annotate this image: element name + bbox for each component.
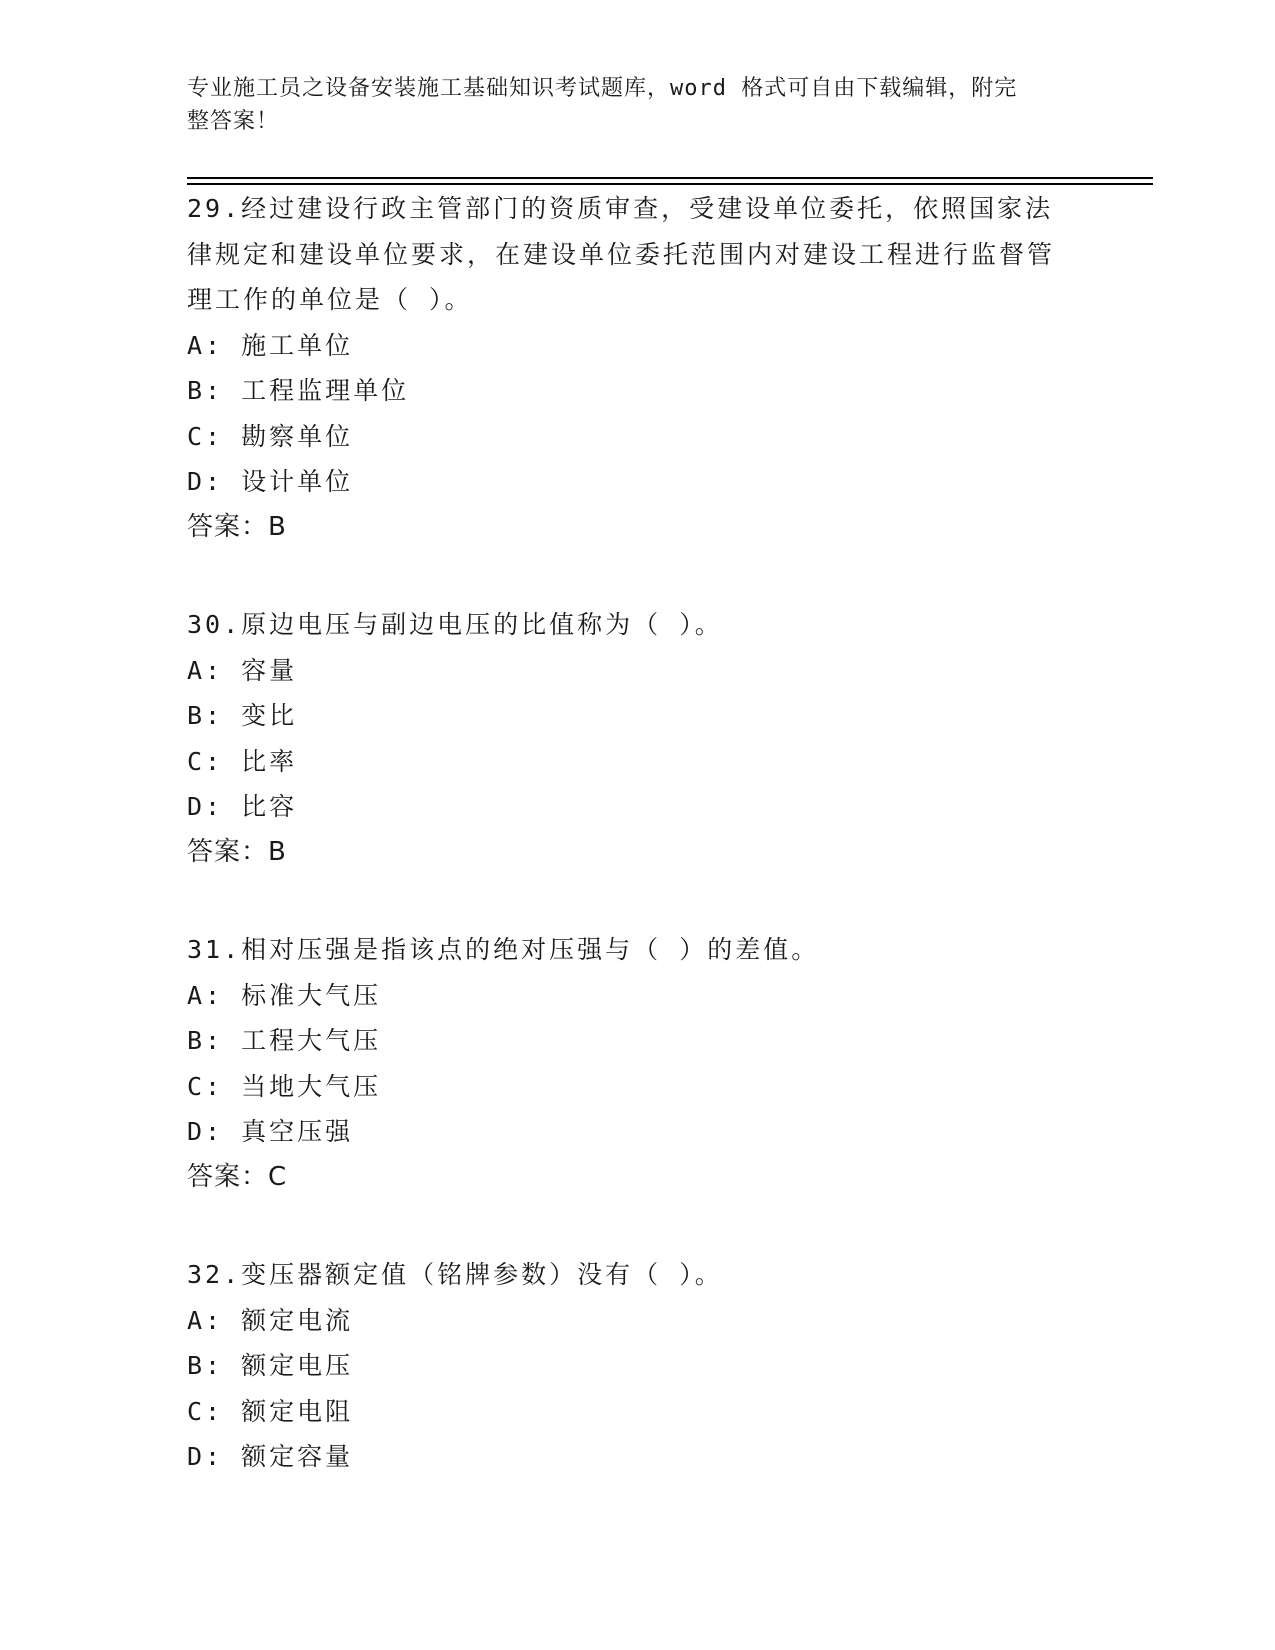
header-divider-bottom bbox=[187, 183, 1153, 185]
option-a: A: 容量 bbox=[187, 655, 298, 685]
option-a: A: 额定电流 bbox=[187, 1305, 354, 1335]
option-c: C: 勘察单位 bbox=[187, 421, 354, 451]
question-32 bbox=[187, 1252, 1087, 1480]
header-divider-top bbox=[187, 177, 1153, 179]
option-d: D: 额定容量 bbox=[187, 1442, 354, 1471]
option-c: C: 当地大气压 bbox=[187, 1071, 382, 1101]
question-stem: 32.变压器额定值（铭牌参数）没有（ ）。 bbox=[187, 1260, 723, 1289]
option-a: A: 施工单位 bbox=[187, 330, 354, 360]
option-b: B: 额定电压 bbox=[187, 1351, 354, 1380]
answer: 答案：B bbox=[187, 511, 287, 542]
question-31 bbox=[187, 927, 1087, 1200]
question-29 bbox=[187, 186, 1087, 550]
option-d: D: 比容 bbox=[187, 792, 298, 821]
answer: 答案：C bbox=[187, 1161, 288, 1192]
option-b: B: 变比 bbox=[187, 701, 298, 730]
question-30 bbox=[187, 602, 1087, 875]
document-header bbox=[187, 72, 1067, 138]
option-c: C: 比率 bbox=[187, 746, 298, 776]
question-stem: 30.原边电压与副边电压的比值称为（ ）。 bbox=[187, 610, 723, 639]
header-line-1: 专业施工员之设备安装施工基础知识考试题库，word 格式可自由下载编辑，附完 bbox=[187, 76, 1018, 101]
question-stem: 31.相对压强是指该点的绝对压强与（ ）的差值。 bbox=[187, 935, 820, 964]
option-b: B: 工程监理单位 bbox=[187, 376, 410, 405]
option-a: A: 标准大气压 bbox=[187, 980, 382, 1010]
header-line-2: 整答案！ bbox=[187, 109, 280, 134]
question-stem: 29.经过建设行政主管部门的资质审查，受建设单位委托，依照国家法律规定和建设单位要求，在建设单位委托范围内对建设工程进行监督管理工作的单位是（ ）。 bbox=[187, 194, 1056, 314]
answer: 答案：B bbox=[187, 836, 287, 867]
option-c: C: 额定电阻 bbox=[187, 1396, 354, 1426]
question-list bbox=[187, 186, 1087, 1532]
option-d: D: 真空压强 bbox=[187, 1117, 354, 1146]
option-d: D: 设计单位 bbox=[187, 467, 354, 496]
option-b: B: 工程大气压 bbox=[187, 1026, 382, 1055]
